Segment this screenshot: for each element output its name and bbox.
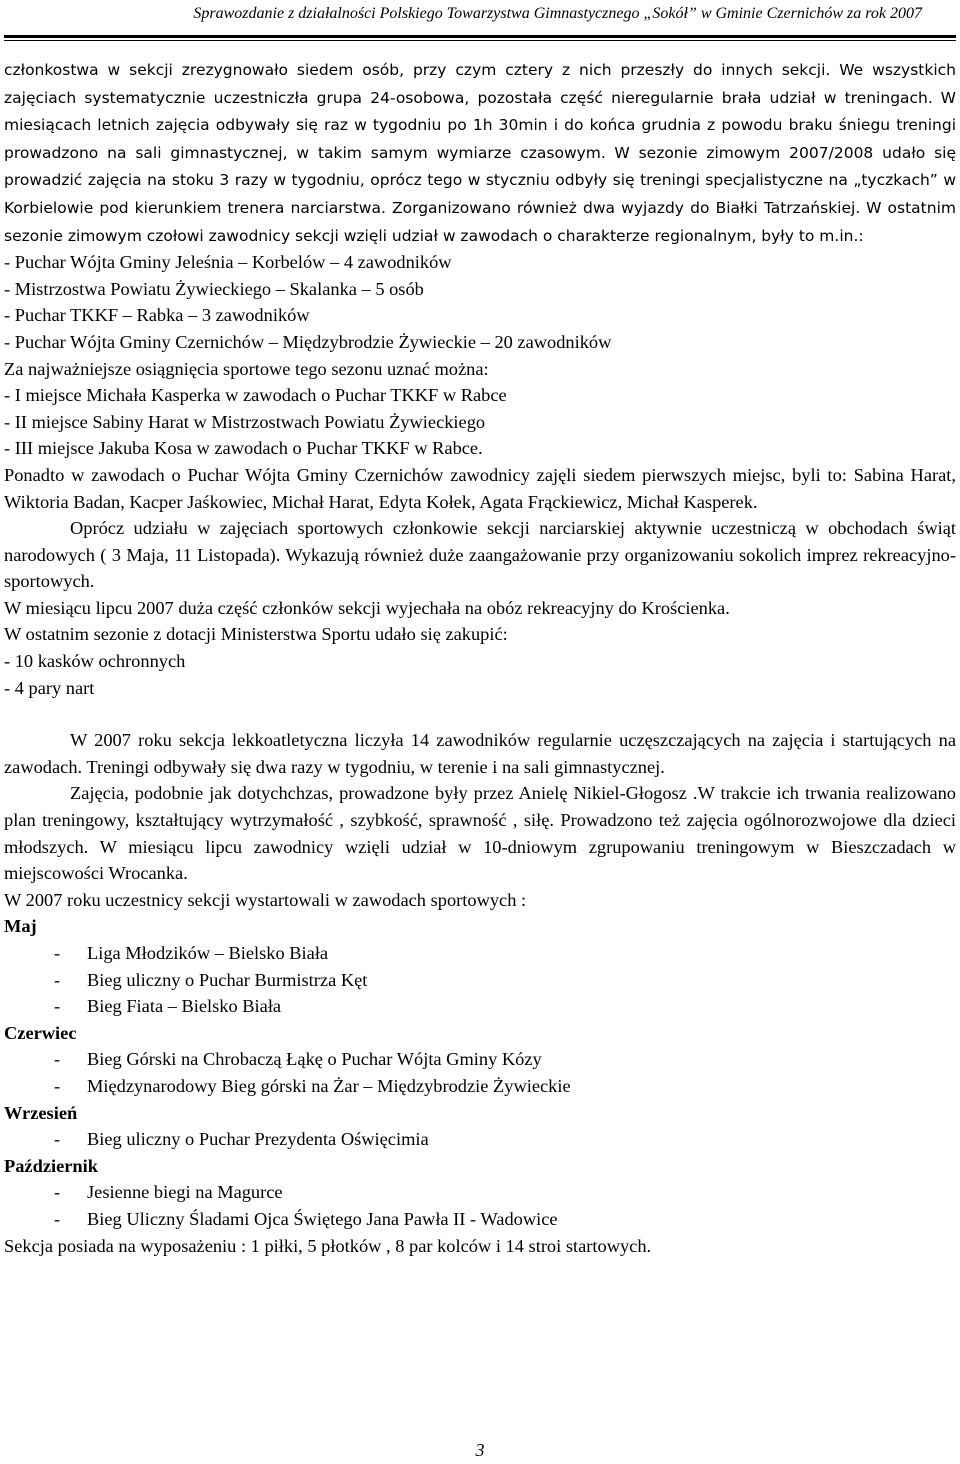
header-rule (4, 35, 956, 38)
ski-competitions-list (4, 249, 956, 355)
list-item: - Puchar Wójta Gminy Czernichów – Międzybrodzie Żywieckie – 20 zawodników (4, 331, 612, 352)
list-item: - Puchar TKKF – Rabka – 3 zawodników (4, 305, 310, 326)
achievements-heading: Za najważniejsze osiągnięcia sportowe tego sezonu uznać można: (4, 358, 489, 379)
list-dash: - (54, 1129, 61, 1150)
page-number: 3 (475, 1440, 485, 1460)
event-name: Bieg Fiata – Bielsko Biała (87, 996, 282, 1017)
athletics-competitions-intro: W 2007 roku uczestnicy sekcji wystartowali w zawodach sportowych : (4, 889, 527, 910)
purchase-line: W ostatnim sezonie z dotacji Ministerstwa Sportu udało się zakupić: (4, 624, 508, 645)
event-name: Bieg Uliczny Śladami Ojca Świętego Jana Pawła II - Wadowice (87, 1208, 558, 1229)
achievements-list (4, 382, 956, 462)
list-item: - I miejsce Michała Kasperka w zawodach o Puchar TKKF w Rabce (4, 385, 507, 406)
list-dash: - (54, 996, 61, 1017)
ski-section-paragraph (4, 56, 956, 249)
purchases-list (4, 648, 956, 701)
activity-paragraph: Oprócz udziału w zajęciach sportowych członkowie sekcji narciarskiej aktywnie uczestniczą w obchodach świąt narodowych ( 3 Maja, 11 Listopada). Wykazują również duże zaangażowanie przy organizowaniu sokolich imprez rekreacyjno-sportowych. (4, 518, 956, 592)
equipment-line: Sekcja posiada na wyposażeniu : 1 piłki, 5 płotków , 8 par kolców i 14 stroi startowych. (4, 1235, 652, 1256)
header-rule-thin (4, 40, 956, 41)
list-item: - Puchar Wójta Gminy Jeleśnia – Korbelów – 4 zawodników (4, 252, 452, 273)
event-name: Międzynarodowy Bieg górski na Żar – Międzybrodzie Żywieckie (87, 1075, 571, 1096)
month-heading-czerwiec: Czerwiec (4, 1022, 77, 1043)
month-heading-wrzesien: Wrzesień (4, 1102, 78, 1123)
event-name: Bieg uliczny o Puchar Prezydenta Oświęcimia (87, 1129, 429, 1150)
event-name: Bieg Górski na Chrobaczą Łąkę o Puchar Wójta Gminy Kózy (87, 1049, 542, 1070)
list-dash: - (54, 1075, 61, 1096)
list-item: - II miejsce Sabiny Harat w Mistrzostwach Powiatu Żywieckiego (4, 411, 486, 432)
list-item (4, 1046, 956, 1073)
section-spacer (4, 701, 956, 727)
ski-intro-sans: członkostwa w sekcji zrezygnowało siedem osób, przy czym cztery z nich przeszły do innych sekcji. We wszystkich zajęciach systematycznie uczestniczła grupa 24-osobowa, pozostała część nieregularnie brała udział w treningach. (4, 61, 956, 107)
list-item (4, 1126, 956, 1153)
event-name: Jesienne biegi na Magurce (87, 1182, 283, 1203)
ski-summer-training: W miesiącach letnich zajęcia odbywały się raz w tygodniu po 1h 30min i do końca grudnia z powodu braku śniegu treningi prowadzono na sali gimnastycznej, w takim samym wymiarze czasowym. (4, 88, 956, 162)
event-name: Bieg uliczny o Puchar Burmistrza Kęt (87, 969, 368, 990)
ski-competitions-intro: W ostatnim sezonie zimowym czołowi zawodnicy sekcji wzięli udział w zawodach o charakterze regionalnym, były to m.in.: (4, 198, 956, 245)
list-item: - 4 pary nart (4, 677, 95, 698)
list-dash: - (54, 1182, 61, 1203)
list-dash: - (54, 943, 61, 963)
document-body (4, 56, 956, 1259)
athletics-paragraph-2: Zajęcia, podobnie jak dotychchzas, prowadzone były przez Anielę Nikiel-Głogosz .W trakcie ich trwania realizowano plan treningowy, kształtujący wytrzymałość , szybkość, sprawność , siłę. Prowadzono też zajęcia ogólnorozwojowe dla dzieci młodszych. W miesiącu lipcu zawodnicy wzięli udział w 10-dniowym zgrupowaniu treningowym w Bieszczadach w miejscowości Wrocanka. (4, 783, 956, 884)
places-paragraph: Ponadto w zawodach o Puchar Wójta Gminy Czernichów zawodnicy zajęli siedem pierwszych miejsc, byli to: Sabina Harat, Wiktoria Badan, Kacper Jaśkowiec, Michał Harat, Edyta Kołek, Agata Frąckiewicz, Michał Kasperek. (4, 464, 956, 512)
list-dash: - (54, 1208, 61, 1229)
list-item: - 10 kasków ochronnych (4, 651, 186, 672)
list-item (4, 940, 956, 967)
list-item: - Mistrzostwa Powiatu Żywieckiego – Skalanka – 5 osób (4, 278, 424, 299)
list-item: - III miejsce Jakuba Kosa w zawodach o Puchar TKKF w Rabce. (4, 438, 483, 459)
list-dash: - (54, 969, 61, 990)
list-item (4, 1206, 956, 1233)
month-heading-maj: Maj (4, 916, 37, 937)
list-item (4, 967, 956, 994)
header-title: Sprawozdanie z działalności Polskiego Towarzystwa Gimnastycznego „Sokół” w Gminie Czernichów za rok 2007 (193, 5, 922, 22)
event-name: Liga Młodzików – Bielsko Biała (87, 943, 329, 963)
athletics-paragraph-1: W 2007 roku sekcja lekkoatletyczna liczyła 14 zawodników regularnie uczęszczających na zajęcia i startujących na zawodach. Treningi odbywały się dwa razy w tygodniu, w terenie i na sali gimnastycznej. (4, 730, 956, 777)
list-item (4, 1073, 956, 1100)
list-item (4, 993, 956, 1020)
list-dash: - (54, 1049, 61, 1070)
month-heading-pazdziernik: Październik (4, 1155, 98, 1176)
ski-winter-season: W sezonie zimowym 2007/2008 udało się prowadzić zajęcia na stoku 3 razy w tygodniu, oprócz tego w styczniu odbyły się treningi specjalistyczne na „tyczkach” w Korbielowie pod kierunkiem trenera narciarstwa. Zorganizowano również dwa wyjazdy do Białki Tatrzańskiej. (4, 143, 956, 217)
page-header (0, 0, 960, 40)
camp-line: W miesiącu lipcu 2007 duża część członków sekcji wyjechała na obóz rekreacyjny do Krościenka. (4, 597, 730, 618)
list-item (4, 1179, 956, 1206)
